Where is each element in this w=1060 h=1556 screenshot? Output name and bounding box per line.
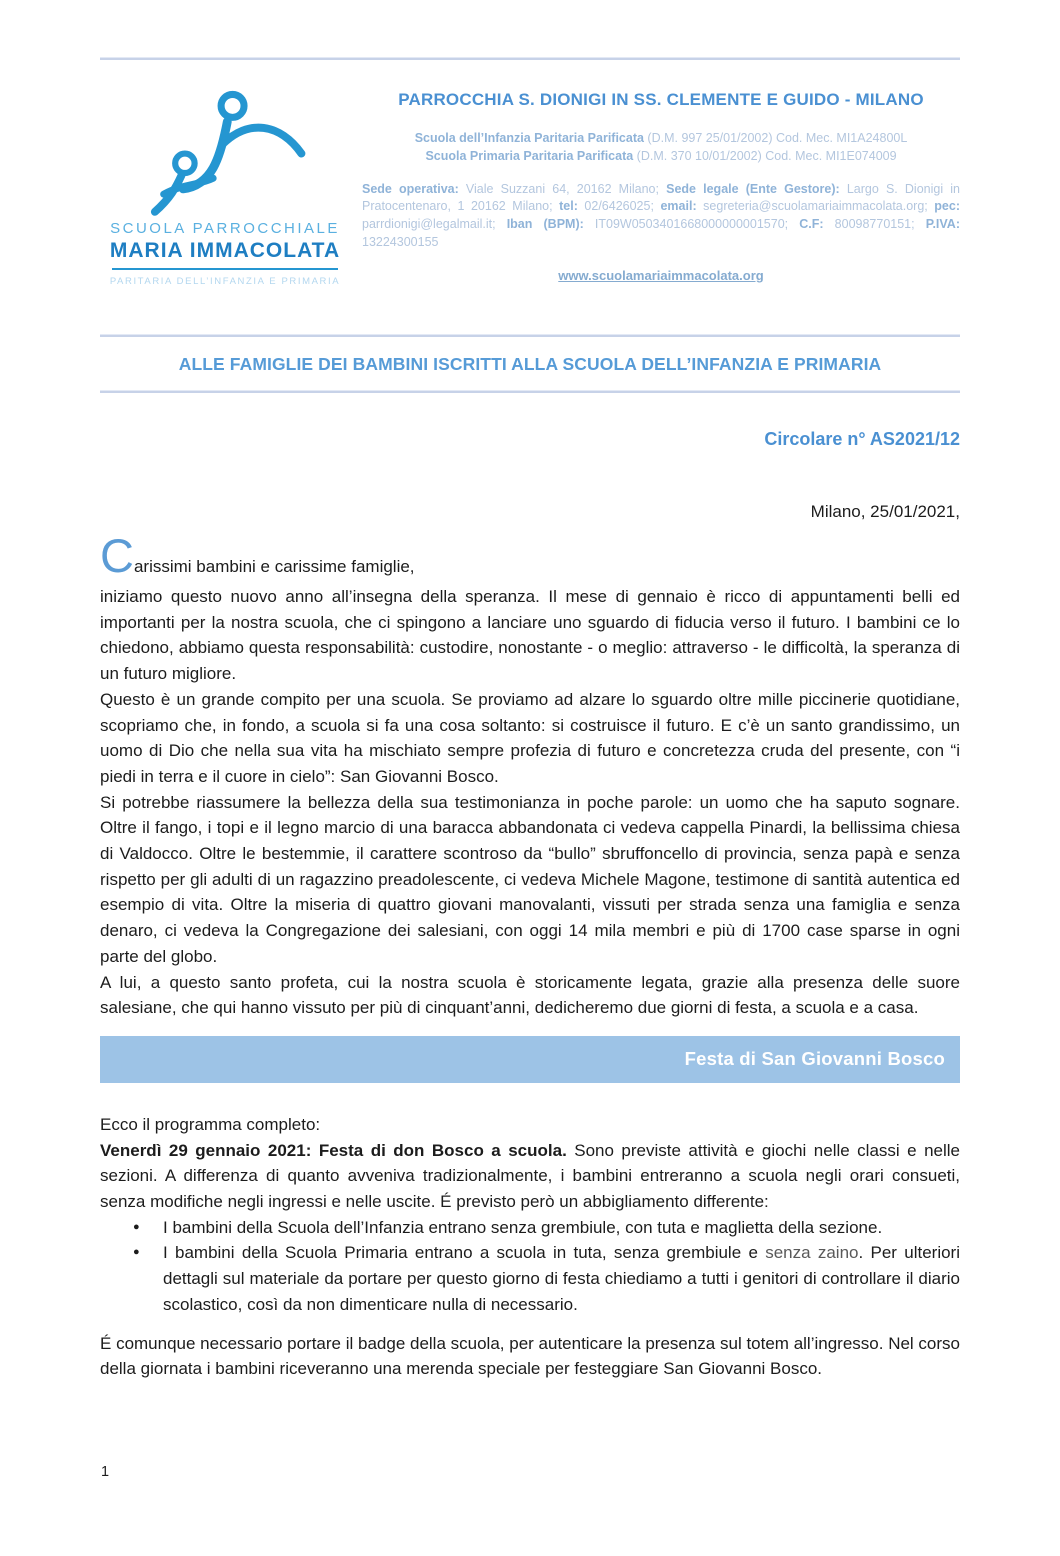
letter-paragraph: Questo è un grande compito per una scuola. Se proviamo ad alzare lo sguardo oltre mille piccinerie quotidiane, scopriamo che, in fondo, a scuola si fa una cosa soltanto: si costruisce il futuro. E c’è un santo grandissimo, un uomo di Dio che nella sua vita ha mischiato sempre profezia di futuro e concretezza cruda del presente, con “i piedi in terra e il cuore in cielo”: San Giovanni Bosco. <box>100 689 960 786</box>
website-link[interactable]: www.scuolamariaimmacolata.org <box>558 267 764 283</box>
logo-school-type-label: SCUOLA PARROCCHIALE <box>110 220 340 237</box>
festa-banner <box>100 1036 960 1083</box>
letterhead-info <box>350 86 960 304</box>
dateline: Milano, 25/01/2021, <box>810 502 960 521</box>
circular-number: Circolare n° AS2021/12 <box>764 429 960 449</box>
bullet-icon: ● <box>133 1220 140 1233</box>
banner-label: Festa di San Giovanni Bosco <box>684 1048 945 1070</box>
infanzia-line: Scuola dell’Infanzia Paritaria Parificata (D.M. 997 25/01/2002) Cod. Mec. MI1A24800L <box>414 131 908 145</box>
logo-school-name-label: MARIA IMMACOLATA <box>109 239 341 262</box>
website-row <box>362 267 960 285</box>
gray-highlight: senza zaino <box>765 1243 859 1263</box>
logo-divider <box>112 268 338 270</box>
letter-paragraph: iniziamo questo nuovo anno all’insegna della speranza. Il mese di gennaio è ricco di appuntamenti belli ed importanti per la nostra scuola, che ci spingono a lanciare uno sguardo di fiducia verso il futuro. I bambini ce lo chiedono, abbiamo questa responsabilità: custodire, nonostante - o meglio: attraverso - le difficoltà, la speranza di un futuro migliore. <box>100 587 960 684</box>
school-logo <box>100 86 350 304</box>
dancing-figures-icon <box>118 90 333 218</box>
dropcap-letter: C <box>100 529 134 582</box>
parish-title: PARROCCHIA S. DIONIGI IN SS. CLEMENTE E GUIDO - MILANO <box>398 90 924 109</box>
contact-info: Sede operativa: Viale Suzzani 64, 20162 Milano; Sede legale (Ente Gestore): Largo S. Dionigi in Pratocentenaro, 1 20162 Milano; tel: 02/6426025; email: segreteria@scuolamariaimmacolata.org; pec: parrdionigi@legalmail.it; Iban (BPM): IT09W0503401668000000001570; C.F: 80098770151; P.IVA: 13224300155 <box>362 181 960 249</box>
list-item <box>100 1215 960 1241</box>
salutation-text: arissimi bambini e carissime famiglie, <box>133 557 415 576</box>
logo-subtitle-label: PARITARIA DELL’INFANZIA E PRIMARIA <box>109 276 341 287</box>
page-number: 1 <box>101 1464 110 1480</box>
bullet-icon: ● <box>133 1246 140 1259</box>
document-title: ALLE FAMIGLIE DEI BAMBINI ISCRITTI ALLA SCUOLA DELL’INFANZIA E PRIMARIA <box>178 354 882 374</box>
bullet-list <box>100 1215 960 1318</box>
bullet-text: I bambini della Scuola dell’Infanzia entrano senza grembiule, con tuta e maglietta della sezione. <box>163 1217 883 1237</box>
program-intro: Ecco il programma completo: <box>100 1114 321 1134</box>
school-recognition-lines <box>362 130 960 166</box>
letter-paragraph: A lui, a questo santo profeta, cui la nostra scuola è storicamente legata, grazie alla presenza delle suore salesiane, che qui hanno vissuto per più di cinquant’anni, dedicheremo due giorni di festa, a scuola e a casa. <box>100 972 960 1018</box>
letter-paragraph: Si potrebbe riassumere la bellezza della sua testimonianza in poche parole: un uomo che ha saputo sognare. Oltre il fango, i topi e il legno marcio di una baracca abbandonata ci vedeva cappella Pinardi, la bellissima chiesa di Valdocco. Oltre le bestemmie, il carattere scontroso da “bullo” sbruffoncello di provincia, senza papà e senza rispetto per gli adulti di un ragazzino preadolescente, ci vedeva Michele Magone, testimone di santità autentica ed esempio di vita. Oltre la miseria di quattro giovani manovalanti, vissuti per strada senza una famiglia e senza denaro, ci vedeva la Congregazione dei salesiani, con oggi 14 mila membri e più di 1700 case sparse in ogni parte del globo. <box>100 792 960 966</box>
document-page <box>0 57 1060 1556</box>
salutation <box>100 529 960 582</box>
list-item <box>100 1240 960 1317</box>
letterhead <box>100 86 960 304</box>
bullet-text: I bambini della Scuola Primaria entrano a scuola in tuta, senza grembiule e senza zaino. Per ulteriori dettagli sul materiale da portare per questo giorno di festa chiediamo a tutti i genitori di controllare il diario scolastico, così da non dimenticare nulla di necessario. <box>163 1243 960 1314</box>
primaria-line: Scuola Primaria Paritaria Parificata (D.M. 370 10/01/2002) Cod. Mec. MI1E074009 <box>425 148 897 163</box>
top-divider <box>100 57 960 60</box>
program-friday-paragraph: Venerdì 29 gennaio 2021: Festa di don Bosco a scuola. Sono previste attività e giochi nelle classi e nelle sezioni. A differenza di quanto avveniva tradizionalmente, i bambini entreranno a scuola negli orari consueti, senza modifiche negli ingressi e nelle uscite. É previsto però un abbigliamento differente: <box>100 1140 960 1212</box>
title-divider-bottom <box>100 390 960 393</box>
closing-paragraph: É comunque necessario portare il badge della scuola, per autenticare la presenza sul totem all’ingresso. Nel corso della giornata i bambini riceveranno una merenda speciale per festeggiare San Giovanni Bosco. <box>100 1333 960 1379</box>
